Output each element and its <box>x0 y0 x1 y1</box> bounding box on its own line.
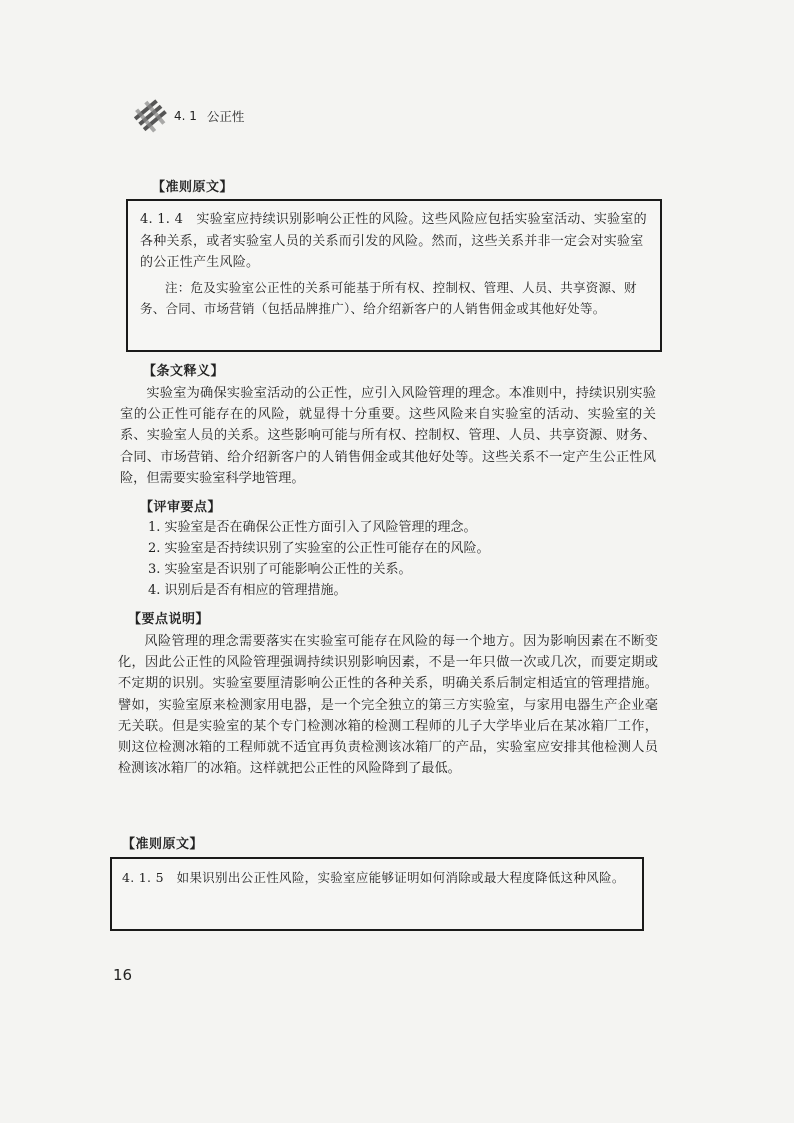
heading-explanation: 【要点说明】 <box>128 612 210 627</box>
clause-note: 注：危及实验室公正性的关系可能基于所有权、控制权、管理、人员、共享资源、财务、合同、市场营销（包括品牌推广）、给介绍新客户的人销售佣金或其他好处等。 <box>140 279 637 316</box>
list-item: 1. 实验室是否在确保公正性方面引入了风险管理的理念。 <box>148 520 477 535</box>
review-points-list <box>148 517 490 601</box>
clause-box-4-1-4 <box>126 199 662 352</box>
section-title: 公正性 <box>206 109 245 124</box>
heading-original-text-2: 【准则原文】 <box>122 837 204 852</box>
list-item: 4. 识别后是否有相应的管理措施。 <box>148 583 347 598</box>
clause-text: 4. 1. 4 实验室应持续识别影响公正性的风险。这些风险应包括实验室活动、实验室的各种关系，或者实验室人员的关系而引发的风险。然而，这些关系并非一定会对实验室的公正性产生风险。 <box>140 212 647 270</box>
chapter-logo-icon <box>134 99 168 133</box>
clause-box-4-1-5 <box>110 857 644 931</box>
clause-text-2: 4. 1. 5 如果识别出公正性风险，实验室应能够证明如何消除或最大程度降低这种风险。 <box>122 870 625 885</box>
interpretation-paragraph <box>120 383 656 489</box>
explanation-text: 风险管理的理念需要落实在实验室可能存在风险的每一个地方。因为影响因素在不断变化，因此公正性的风险管理强调持续识别影响因素，不是一年只做一次或几次，而要定期或不定期的识别。实验室要厘清影响公正性的各种关系，明确关系后制定相适宜的管理措施。譬如，实验室原来检测家用电器，是一个完全独立的第三方实验室，与家用电器生产企业毫无关联。但是实验室的某个专门检测冰箱的检测工程师的儿子大学毕业后在某冰箱厂工作，则这位检测冰箱的工程师就不适宜再负责检测该冰箱厂的产品，实验室应安排其他检测人员检测该冰箱厂的冰箱。这样就把公正性的风险降到了最低。 <box>118 634 658 777</box>
interpretation-text: 实验室为确保实验室活动的公正性，应引入风险管理的理念。本准则中，持续识别实验室的公正性可能存在的风险，就显得十分重要。这些风险来自实验室的活动、实验室的关系、实验室人员的关系。这些影响可能与所有权、控制权、管理、人员、共享资源、财务、合同、市场营销、给介绍新客户的人销售佣金或其他好处等。这些关系不一定产生公正性风险，但需要实验室科学地管理。 <box>120 386 656 486</box>
page-number: 16 <box>113 966 133 984</box>
heading-review-points: 【评审要点】 <box>140 500 222 515</box>
running-header <box>134 96 244 136</box>
list-item: 2. 实验室是否持续识别了实验室的公正性可能存在的风险。 <box>148 541 490 556</box>
section-number: 4. 1 <box>174 109 197 123</box>
heading-original-text: 【准则原文】 <box>152 180 234 195</box>
heading-interpretation: 【条文释义】 <box>143 364 225 379</box>
list-item: 3. 实验室是否识别了可能影响公正性的关系。 <box>148 562 412 577</box>
explanation-paragraph <box>118 631 658 779</box>
